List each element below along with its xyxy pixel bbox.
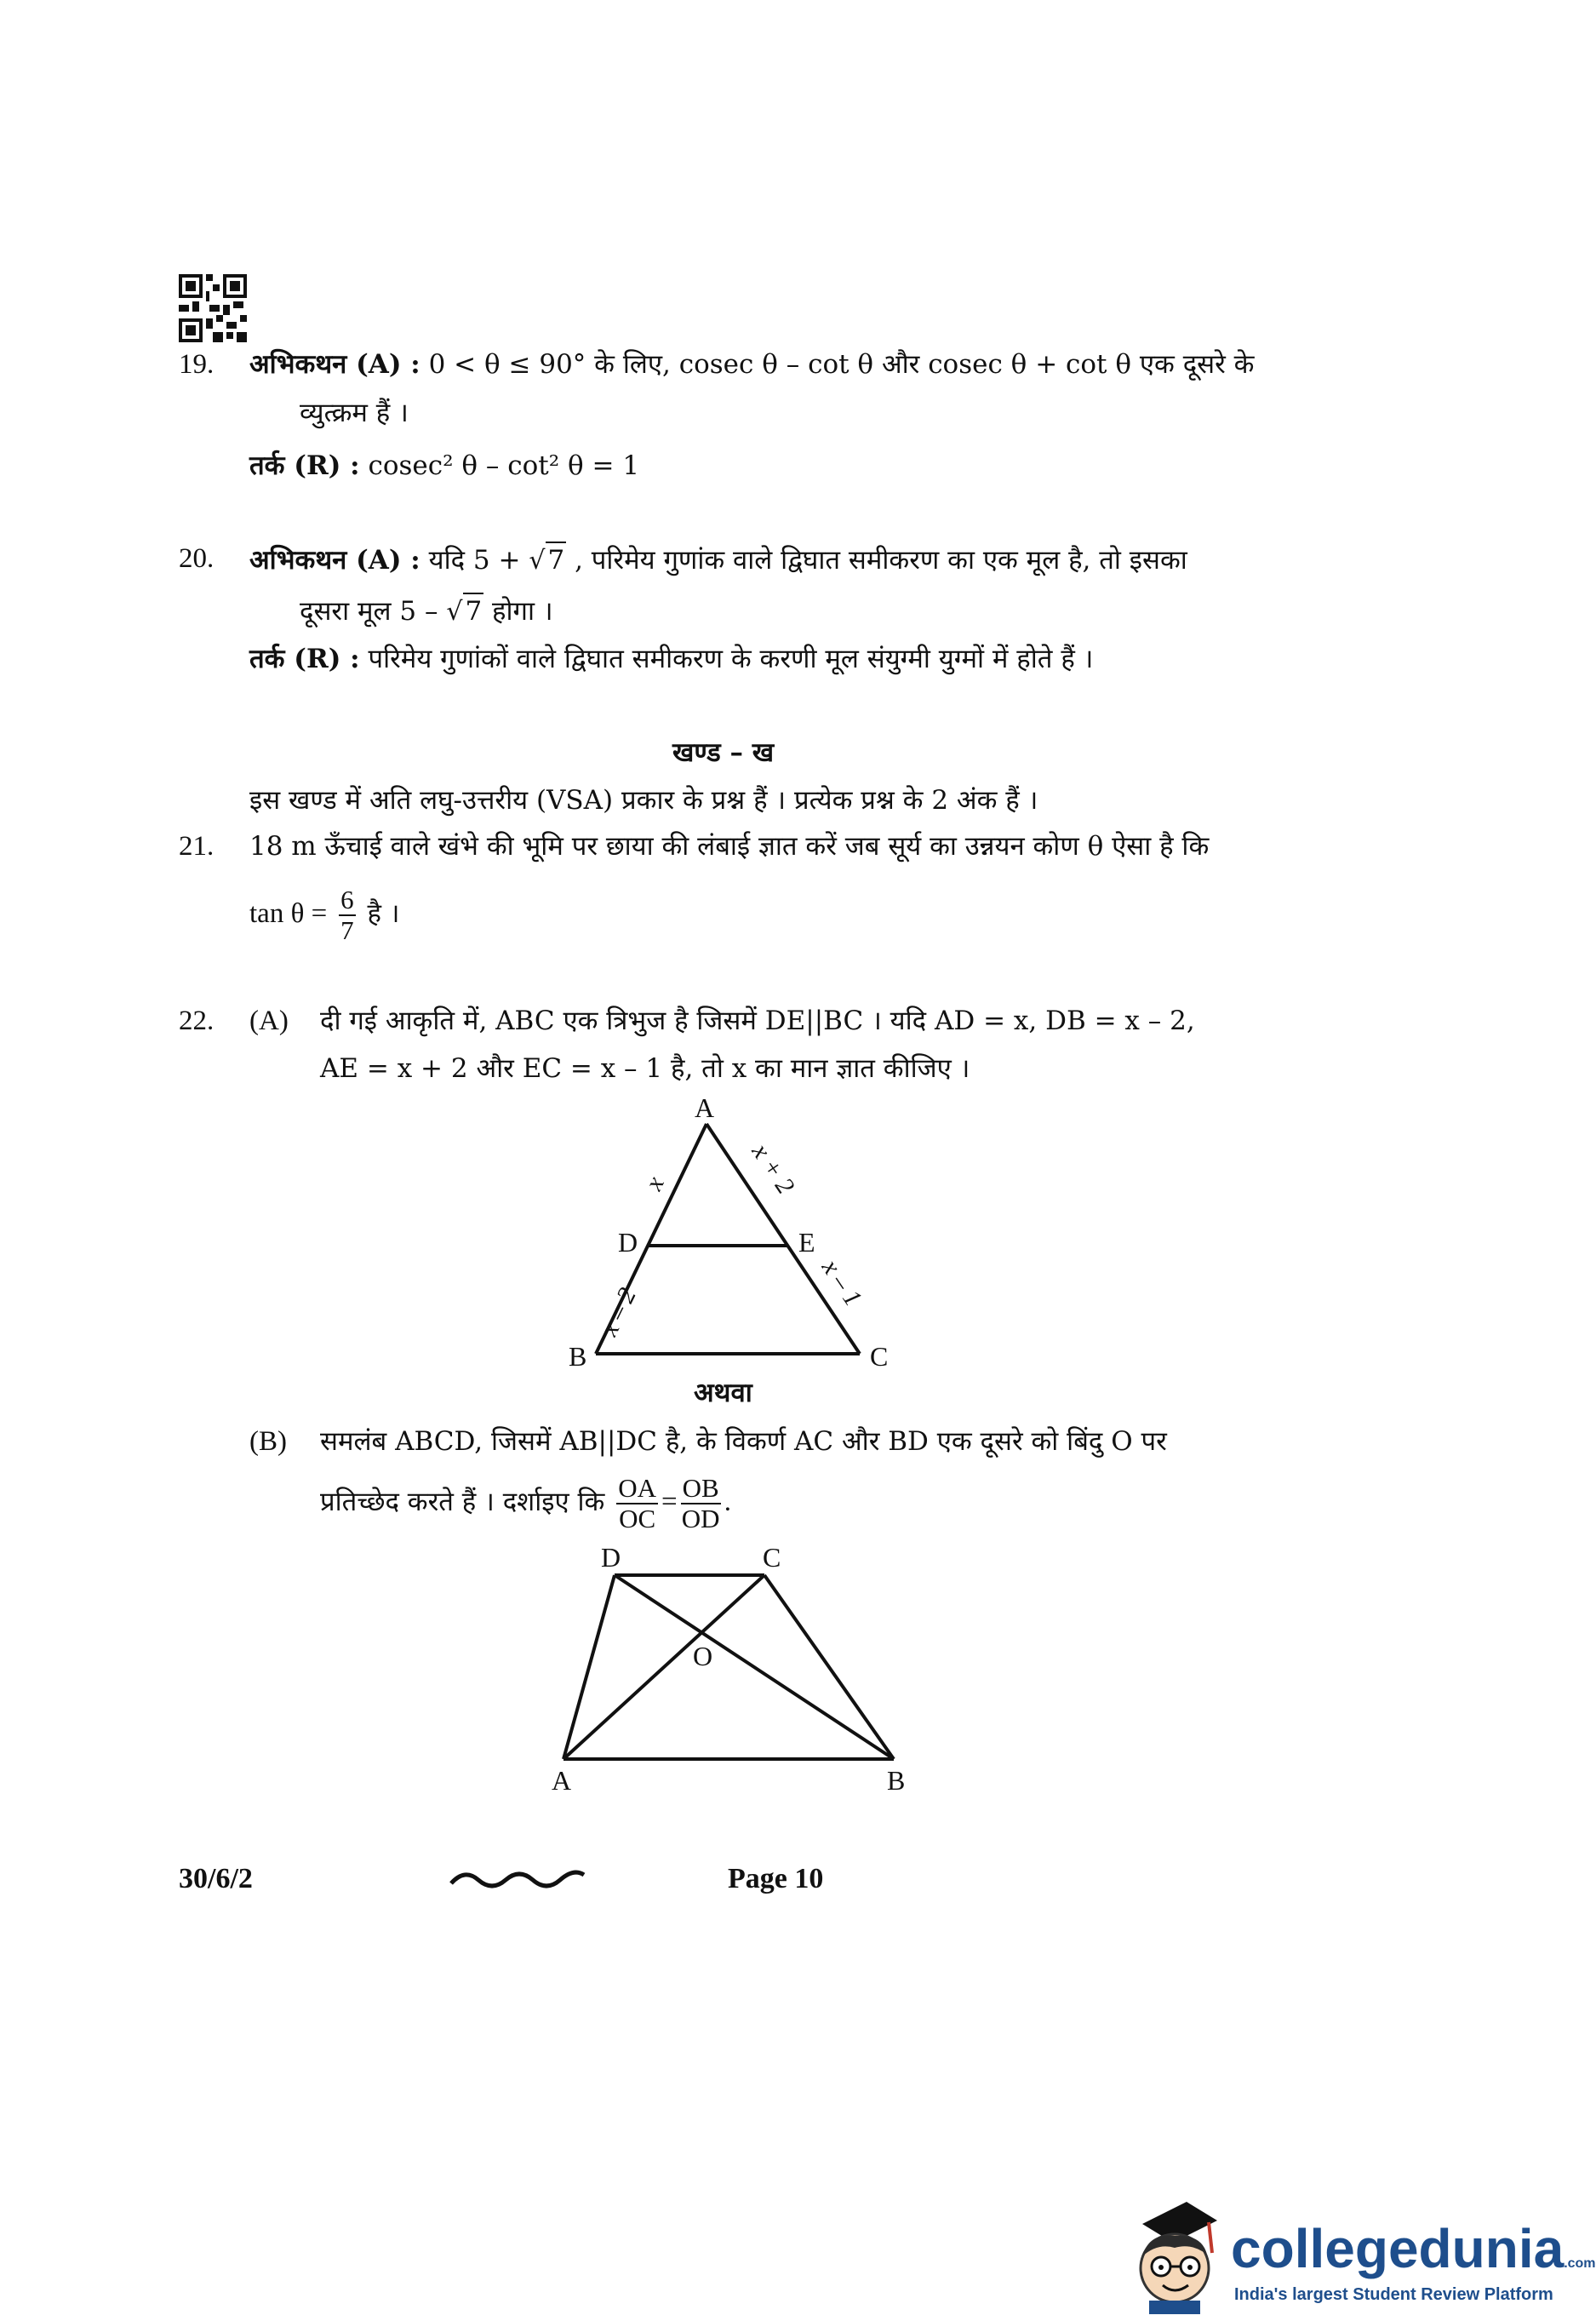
- diagonal-ac: [563, 1575, 764, 1759]
- q19-reason-label: तर्क (R) :: [249, 450, 360, 481]
- branding: [1124, 2197, 1596, 2316]
- trapezium-figure: [536, 1533, 928, 1805]
- triangle-figure: [545, 1090, 919, 1379]
- wave-ornament-icon: [449, 1866, 586, 1892]
- q22-part-b-line2-pre: प्रतिच्छेद करते हैं । दर्शाइए कि: [320, 1487, 605, 1517]
- trapezium-label-a: A: [552, 1765, 572, 1796]
- q20-assertion-label: अभिकथन (A) :: [249, 545, 420, 576]
- brand-name-text: collegedunia: [1231, 2218, 1565, 2279]
- trapezium-side-ad: [563, 1575, 615, 1759]
- q20-reason-label: तर्क (R) :: [249, 644, 360, 674]
- brand-tagline: India's largest Student Review Platform: [1234, 2285, 1553, 2304]
- section-title: खण्ड – ख: [672, 737, 775, 768]
- trapezium-label-d: D: [601, 1542, 621, 1573]
- qr-code-icon: [179, 274, 247, 342]
- frac2-num: OB: [682, 1472, 719, 1503]
- section-intro: इस खण्ड में अति लघु-उत्तरीय (VSA) प्रकार के प्रश्न हैं । प्रत्येक प्रश्न के 2 अंक हैं ।: [249, 785, 1038, 816]
- q22-part-a-label: (A): [249, 1006, 289, 1036]
- q21-frac-num: 6: [340, 884, 354, 914]
- triangle-label-d: D: [618, 1227, 638, 1258]
- q22-part-b-label: (B): [249, 1426, 287, 1457]
- trapezium-label-c: C: [763, 1542, 781, 1573]
- sqrt-icon: √: [529, 546, 546, 576]
- end-dot: .: [724, 1487, 731, 1517]
- triangle-label-e: E: [798, 1227, 815, 1258]
- paper-code: 30/6/2: [179, 1863, 253, 1894]
- triangle-side-label-ad: x: [639, 1172, 670, 1195]
- q19-assertion-text: 0 < θ ≤ 90° के लिए, cosec θ – cot θ और cosec θ + cot θ एक दूसरे के: [428, 349, 1255, 380]
- q21-line1: 18 m ऊँचाई वाले खंभे की भूमि पर छाया की लंबाई ज्ञात करें जब सूर्य का उन्नयन कोण θ ऐसा है कि: [249, 831, 1210, 862]
- q19-assertion-line2: व्युत्क्रम हैं ।: [300, 398, 409, 428]
- trapezium-label-b: B: [887, 1765, 906, 1796]
- q22-number: 22.: [179, 1006, 215, 1036]
- mascot-icon: [1124, 2198, 1226, 2314]
- q19-assertion-line1: [249, 347, 1254, 381]
- ratio-ob-od: [681, 1474, 721, 1533]
- q22-part-a-line2: AE = x + 2 और EC = x – 1 है, तो x का मान ज्ञात कीजिए ।: [320, 1053, 970, 1084]
- sqrt-icon: √: [446, 597, 463, 627]
- equals-sign: =: [661, 1487, 678, 1517]
- triangle-side-label-ec: x – 1: [816, 1254, 867, 1312]
- q21-line2: [249, 881, 400, 946]
- brand-name: [1231, 2217, 1596, 2280]
- q19-reason: [249, 449, 639, 483]
- diagonal-bd: [615, 1575, 894, 1759]
- q21-tan-pre: tan θ =: [249, 898, 328, 929]
- q20-sqrt-value: 7: [546, 542, 566, 577]
- trapezium-label-o: O: [693, 1641, 713, 1671]
- q20-sqrt-value-2: 7: [463, 593, 483, 628]
- q21-frac-den: 7: [340, 914, 354, 945]
- q20-assertion-line2: [300, 593, 553, 629]
- q22-part-b-line1: समलंब ABCD, जिसमें AB||DC है, के विकर्ण AC और BD एक दूसरे को बिंदु O पर: [320, 1426, 1167, 1457]
- page-number: Page 10: [728, 1863, 824, 1894]
- q22-part-b-line2: [320, 1470, 731, 1534]
- trapezium-side-bc: [764, 1575, 894, 1759]
- q19-number: 19.: [179, 349, 215, 380]
- q19-reason-text: cosec² θ – cot² θ = 1: [368, 450, 640, 481]
- frac2-den: OD: [681, 1503, 720, 1533]
- or-text: अथवा: [694, 1378, 752, 1408]
- brand-suffix: .com: [1564, 2256, 1596, 2271]
- q22-part-a-line1: दी गई आकृति में, ABC एक त्रिभुज है जिसमें DE||BC । यदि AD = x, DB = x – 2,: [320, 1006, 1195, 1036]
- q20-assertion-line1: [249, 542, 1187, 578]
- q19-assertion-label: अभिकथन (A) :: [249, 349, 420, 380]
- q21-number: 21.: [179, 831, 215, 862]
- q20-number: 20.: [179, 543, 215, 574]
- frac1-num: OA: [618, 1472, 656, 1503]
- triangle-side-label-ae: x + 2: [746, 1138, 800, 1200]
- frac1-den: OC: [619, 1503, 656, 1533]
- q20-line2-pre: दूसरा मूल 5 –: [300, 596, 438, 627]
- q20-line2-post: होगा ।: [492, 596, 553, 627]
- q21-fraction: [339, 885, 356, 945]
- triangle-label-c: C: [870, 1341, 889, 1372]
- triangle-label-b: B: [569, 1341, 587, 1372]
- triangle-side-label-db: x – 2: [594, 1283, 643, 1341]
- q20-assertion-pre: यदि 5 +: [428, 545, 521, 576]
- q21-tan-post: है ।: [367, 898, 400, 929]
- triangle-label-a: A: [695, 1092, 715, 1123]
- q20-assertion-post: , परिमेय गुणांक वाले द्विघात समीकरण का एक मूल है, तो इसका: [575, 545, 1187, 576]
- q20-reason-text: परिमेय गुणांकों वाले द्विघात समीकरण के करणी मूल संयुग्मी युग्मों में होते हैं ।: [368, 644, 1094, 674]
- qr-code: [179, 274, 247, 342]
- q20-reason: [249, 642, 1093, 676]
- ratio-oa-oc: [616, 1474, 658, 1533]
